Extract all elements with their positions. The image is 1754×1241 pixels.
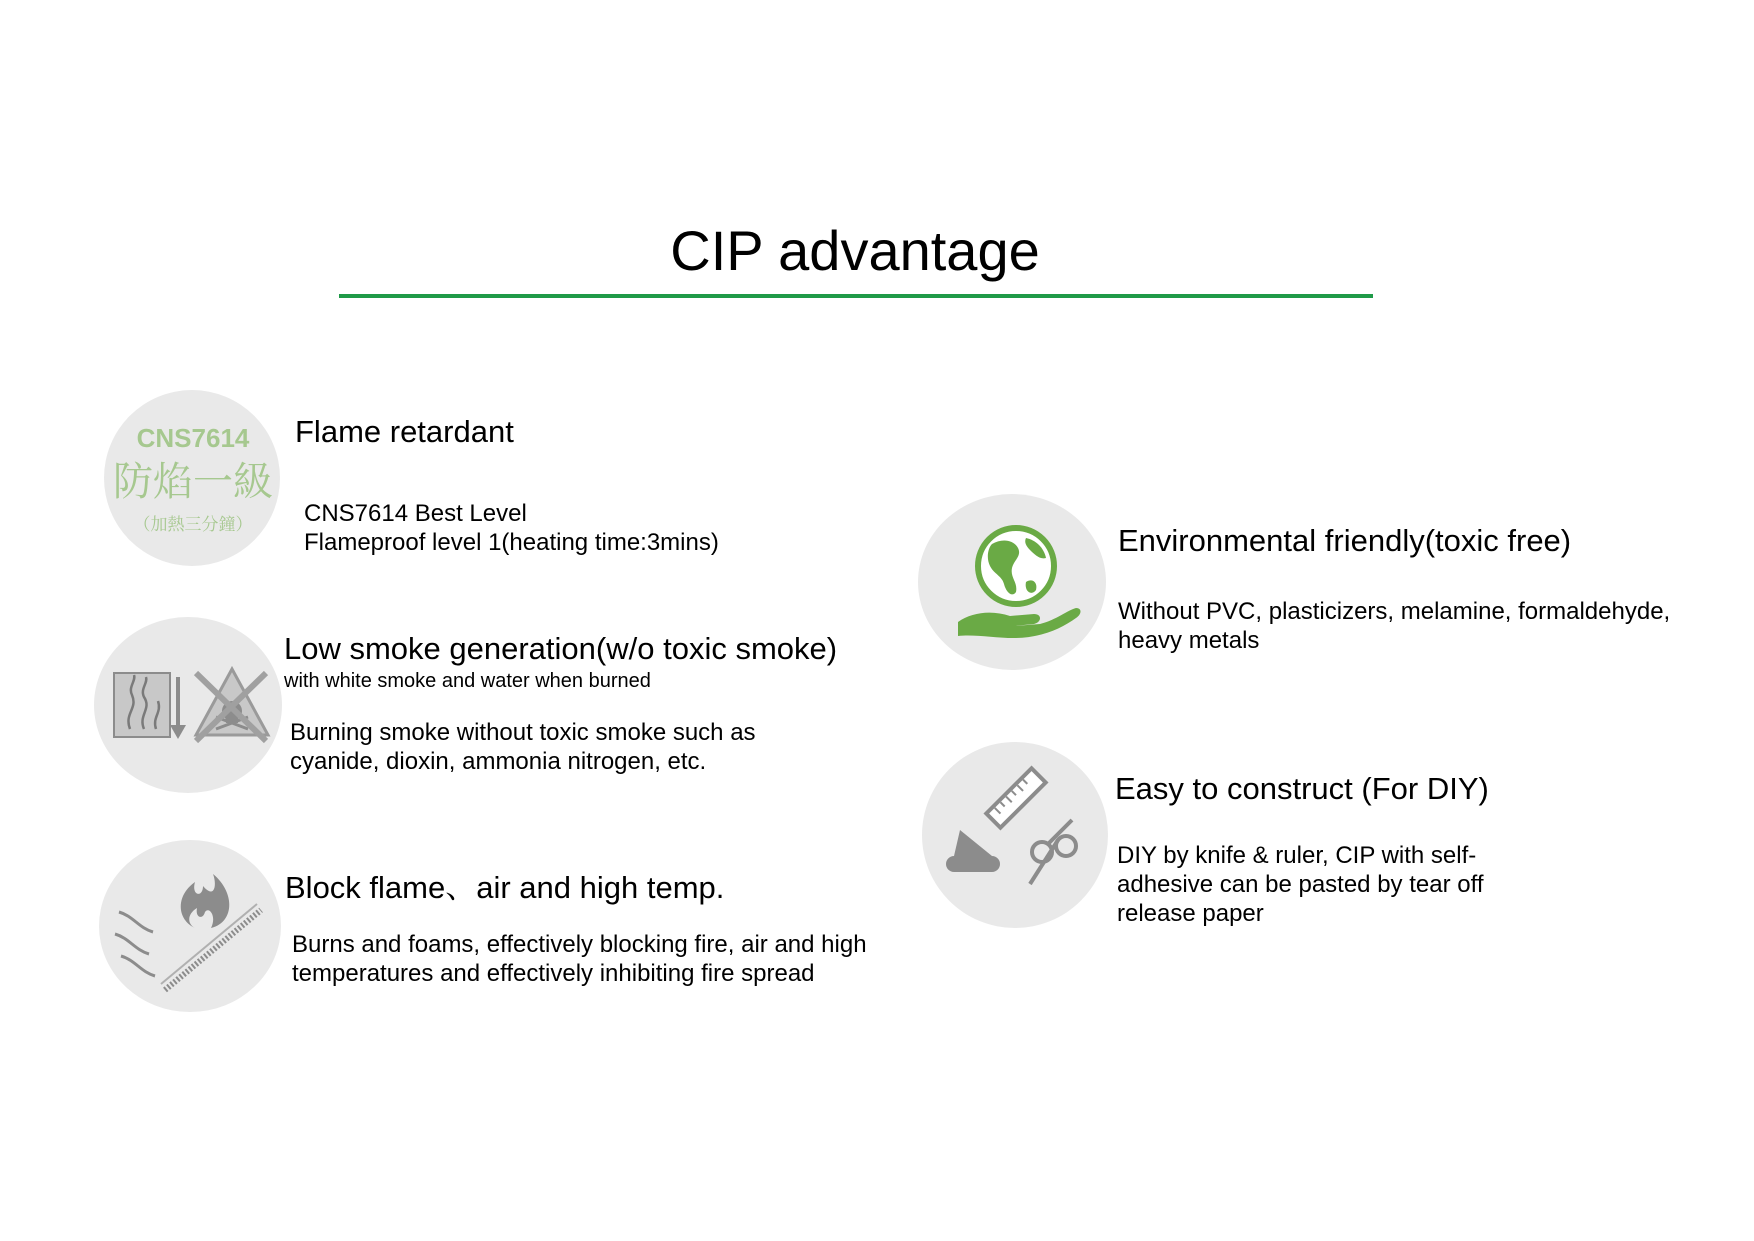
diy-icon-circle	[922, 742, 1108, 928]
feature-body-line: Without PVC, plasticizers, melamine, formaldehyde,	[1118, 598, 1671, 625]
feature-body-line: release paper	[1117, 900, 1264, 927]
badge-standard-code: CNS7614	[136, 423, 250, 453]
feature-subheading-low-smoke: with white smoke and water when burned	[284, 670, 651, 692]
feature-heading-flame-retardant: Flame retardant	[295, 414, 514, 449]
feature-body-line: CNS7614 Best Level	[304, 500, 527, 527]
feature-body-line: temperatures and effectively inhibiting fire spread	[292, 960, 815, 987]
feature-body-line: Flameproof level 1(heating time:3mins)	[304, 529, 719, 556]
no-toxic-smoke-icon	[94, 617, 282, 793]
feature-heading-block-flame: Block flame、air and high temp.	[285, 870, 725, 905]
feature-heading-environmental: Environmental friendly(toxic free)	[1118, 523, 1572, 558]
globe-in-hand-icon	[918, 494, 1106, 670]
flame-barrier-icon	[99, 840, 281, 1012]
title-underline	[339, 294, 1373, 298]
feature-heading-diy: Easy to construct (For DIY)	[1115, 771, 1489, 806]
feature-heading-low-smoke: Low smoke generation(w/o toxic smoke)	[284, 631, 838, 666]
low-smoke-icon-circle	[94, 617, 282, 793]
page-title: CIP advantage	[670, 219, 1040, 282]
tools-icon	[922, 742, 1108, 928]
feature-body-line: adhesive can be pasted by tear off	[1117, 871, 1484, 898]
feature-body-line: DIY by knife & ruler, CIP with self-	[1117, 842, 1477, 869]
badge-heating-note: （加熱三分鐘）	[133, 515, 253, 535]
feature-body-line: Burns and foams, effectively blocking fire, air and high	[292, 931, 867, 958]
badge-level-text: 防焰一級	[113, 459, 273, 505]
feature-body-line: cyanide, dioxin, ammonia nitrogen, etc.	[290, 748, 707, 775]
feature-body-line: Burning smoke without toxic smoke such as	[290, 719, 756, 746]
feature-body-line: heavy metals	[1118, 627, 1260, 654]
block-flame-icon-circle	[99, 840, 281, 1012]
environmental-icon-circle	[918, 494, 1106, 670]
